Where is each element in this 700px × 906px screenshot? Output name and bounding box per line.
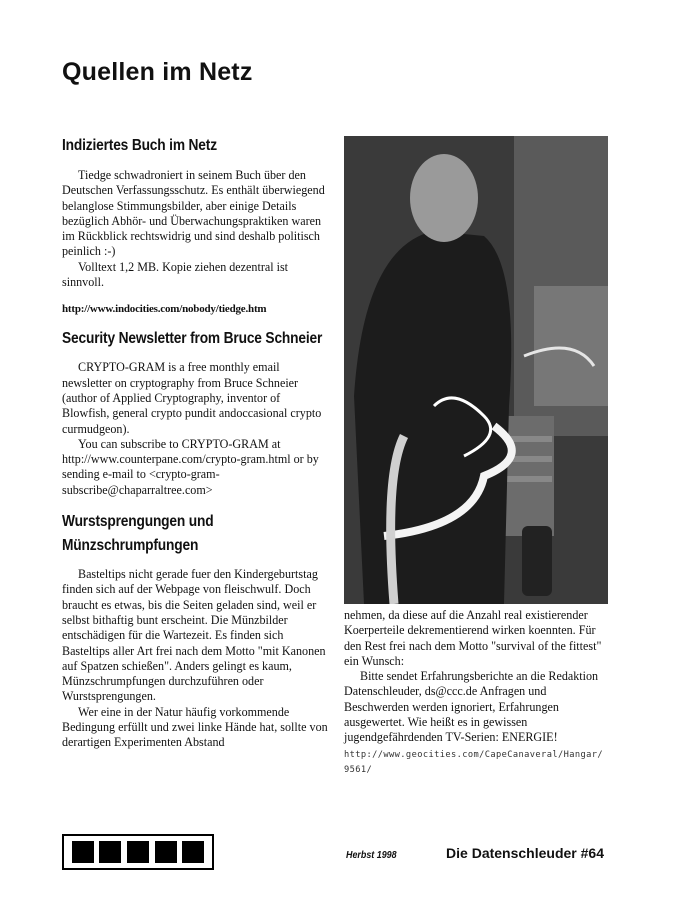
tiedge-link[interactable]: http://www.indocities.com/nobody/tiedge.htm (62, 303, 267, 316)
section-body (62, 567, 330, 751)
section-heading: Indiziertes Buch im Netz (62, 137, 217, 154)
section-security-newsletter (62, 327, 330, 498)
section-wurstsprengungen (62, 510, 330, 751)
article-photo (344, 136, 608, 604)
section-heading: Security Newsletter from Bruce Schneier (62, 330, 323, 348)
paragraph: You can subscribe to CRYPTO-GRAM at http://www.counterpane.com/crypto-gram.html or by sending e-mail to <crypto-gram-subscribe@chaparraltree.com> (62, 436, 319, 497)
magazine-title: Die Datenschleuder #64 (446, 845, 604, 861)
left-column (62, 134, 330, 751)
photo-illustration (344, 136, 608, 604)
geocities-link[interactable]: http://www.geocities.com/CapeCanaveral/Hangar/9561/ (344, 749, 603, 775)
paragraph: nehmen, da diese auf die Anzahl real existierender Koerperteile dekrementierend wirken koennten. Für den Rest frei nach dem Motto "survival of the fittest" ein Wunsch: (344, 608, 602, 668)
section-indiziertes-buch (62, 134, 330, 315)
logo-square (72, 841, 94, 863)
paragraph: Volltext 1,2 MB. Kopie ziehen dezentral ist sinnvoll. (62, 259, 289, 290)
footer-logo-boxes (62, 834, 214, 870)
continued-text (344, 608, 608, 746)
logo-square (99, 841, 121, 863)
paragraph: CRYPTO-GRAM is a free monthly email newsletter on cryptography from Bruce Schneier (author of Applied Cryptography, inventor of Blowfish, general crypto pundit andoccasional crypto curmudgeon). (62, 360, 322, 436)
section-body (62, 360, 330, 498)
paragraph: Wer eine in der Natur häufig vorkommende Bedingung erfüllt und zwei linke Hände hat, sollte von derartigen Experimenten Abstand (62, 704, 328, 750)
logo-square (182, 841, 204, 863)
issue-date: Herbst 1998 (346, 849, 397, 861)
logo-square (127, 841, 149, 863)
paragraph: Bitte sendet Erfahrungsberichte an die Redaktion Datenschleuder, ds@ccc.de Anfragen und Beschwerden werden ignoriert, Erfahrungen ausgewertet. Wie heißt es in gewissen jugendgefährdenden TV-Serien: ENERGIE! (344, 669, 599, 745)
section-heading: Wurstsprengungen und Münzschrumpfungen (62, 513, 214, 555)
right-column (344, 136, 608, 778)
paragraph: Tiedge schwadroniert in seinem Buch über den Deutschen Verfassungsschutz. Es enthält überwiegend belanglose Stimmungsbilder, aber einige Details bezüglich Abhör- und Überwachungspraktiken waren im Rückblick rechtswidrig und sind deshalb politisch peinlich :-) (62, 168, 325, 259)
section-body (62, 168, 330, 290)
page-title: Quellen im Netz (62, 58, 253, 86)
paragraph: Basteltips nicht gerade fuer den Kindergeburtstag finden sich auf der Webpage von fleischwulf. Doch braucht es etwas, bis die Seiten geladen sind, weil er selbst bithaftig bunt erscheint. Die Münzbilder entschädigen für die Wartezeit. Es finden sich Basteltips aller Art frei nach dem Motto "mit Kanonen auf Spatzen schießen". Anders gelingt es kaum, Münzschrumpfungen durchzuführen oder Wurstsprengungen. (62, 567, 326, 704)
logo-square (155, 841, 177, 863)
